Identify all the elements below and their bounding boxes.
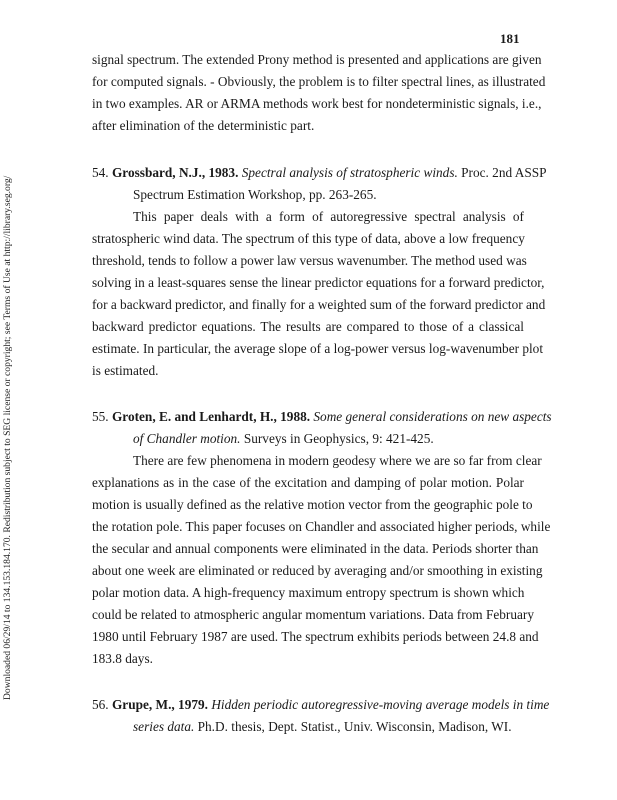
entry-title: Some general considerations on new aspects bbox=[313, 409, 552, 424]
text-line: threshold, tends to follow a power law versus wavenumber. The method used was bbox=[92, 253, 527, 268]
entry-source-continued: Spectrum Estimation Workshop, pp. 263-265. bbox=[133, 187, 377, 202]
text-line: There are few phenomena in modern geodesy where we are so far from clear bbox=[133, 453, 542, 468]
text-line: is estimated. bbox=[92, 363, 159, 378]
text-line: backward predictor equations. The results are compared to those of a classical bbox=[92, 319, 524, 334]
text-line: the secular and annual components were eliminated in the data. Periods shorter than bbox=[92, 541, 539, 556]
text-line: for a backward predictor, and finally for a weighted sum of the forward predictor and bbox=[92, 297, 546, 312]
text-line: stratospheric wind data. The spectrum of this type of data, above a low frequency bbox=[92, 231, 525, 246]
entry-title: Hidden periodic autoregressive-moving average models in time bbox=[211, 697, 550, 712]
text-line: could be related to atmospheric angular momentum variations. Data from February bbox=[92, 607, 534, 622]
text-line: This paper deals with a form of autoregressive spectral analysis of bbox=[133, 209, 524, 224]
text-line: 1980 until February 1987 are used. The spectrum exhibits periods between 24.8 and bbox=[92, 629, 539, 644]
entry-source: Proc. 2nd ASSP bbox=[461, 165, 547, 180]
text-line: 183.8 days. bbox=[92, 651, 153, 666]
text-line: about one week are eliminated or reduced by averaging and/or smoothing in existing bbox=[92, 563, 543, 578]
text-line: for computed signals. - Obviously, the problem is to filter spectral lines, as illustrated bbox=[92, 74, 546, 89]
entry-source: Surveys in Geophysics, 9: 421-425. bbox=[243, 431, 434, 446]
entry-title: Spectral analysis of stratospheric winds. bbox=[241, 165, 458, 180]
text-line: solving in a least-squares sense the linear predictor equations for a forward predictor, bbox=[92, 275, 545, 290]
download-notice bbox=[1, 120, 15, 700]
entry-authors: Groten, E. and Lenhardt, H., 1988. bbox=[111, 409, 311, 424]
text-line: polar motion data. A high-frequency maximum entropy spectrum is shown which bbox=[92, 585, 525, 600]
page-number: 181 bbox=[500, 31, 520, 46]
text-line: after elimination of the deterministic part. bbox=[92, 118, 315, 133]
entry-authors: Grupe, M., 1979. bbox=[111, 697, 208, 712]
entry-number: 56. bbox=[92, 697, 109, 712]
entry-number: 54. bbox=[92, 165, 109, 180]
text-line: explanations as in the case of the excitation and damping of polar motion. Polar bbox=[92, 475, 524, 490]
entry-source: Ph.D. thesis, Dept. Statist., Univ. Wisconsin, Madison, WI. bbox=[197, 719, 512, 734]
text-line: signal spectrum. The extended Prony method is presented and applications are given bbox=[92, 52, 542, 67]
text-line: the rotation pole. This paper focuses on Chandler and associated higher periods, while bbox=[92, 519, 551, 534]
entry-title-continued: series data. bbox=[133, 719, 195, 734]
entry-number: 55. bbox=[92, 409, 109, 424]
text-line: in two examples. AR or ARMA methods work best for nondeterministic signals, i.e., bbox=[92, 96, 542, 111]
download-notice-text: Downloaded 06/29/14 to 134.153.184.170. Redistribution subject to SEG license or copyright; see Terms of Use at http://library.seg.org/ bbox=[2, 175, 13, 700]
entry-authors: Grossbard, N.J., 1983. bbox=[111, 165, 239, 180]
text-line: motion is usually defined as the relative motion vector from the geographic pole to bbox=[92, 497, 533, 512]
text-line: estimate. In particular, the average slope of a log-power versus log-wavenumber plot bbox=[92, 341, 544, 356]
entry-title-continued: of Chandler motion. bbox=[133, 431, 241, 446]
